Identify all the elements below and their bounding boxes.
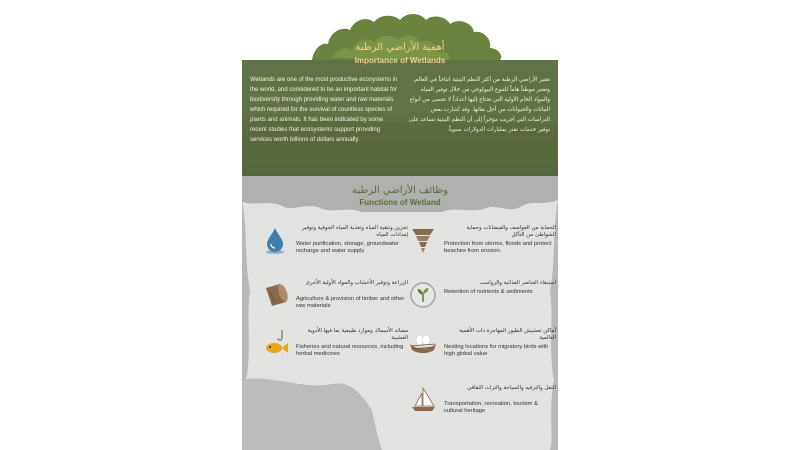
fish-hook-icon — [260, 328, 290, 358]
importance-body-arabic: تعتبر الأراضي الرطبة من أكثر النظم البيئية انتاجاً في العالم، وتعتبر موطناً هاماً للتنوع البيولوجي من خلال توفير المياه والمواد الخام الأولية التي تحتاج إليها أعداداً لا تحصى من أنواع النباتات والحيوانات من أجل بقائها. وقد أشارت بعض الدراسات التي أجريت مؤخراً إلى أن النظم البيئية تساعد على توفير خدمات تقدر بمليارات الدولارات سنوياً. — [408, 77, 550, 133]
sprout-icon — [408, 280, 438, 310]
function-item-nesting — [408, 328, 558, 373]
function-transportation-english: Transportation, recreation, tourism & cultural heritage — [444, 401, 538, 414]
importance-title: Importance of Wetlands — [354, 56, 446, 65]
function-protection-english: Protection from storms, floods and protect beaches from erosion. — [444, 241, 552, 254]
function-item-nutrients — [408, 280, 558, 325]
function-water-english: Water purification, storage, groundwater recharge and water supply — [296, 241, 399, 254]
function-item-agriculture — [260, 280, 410, 325]
function-item-protection — [408, 225, 558, 270]
function-nesting-english: Nesting locations for migratory birds with high global value — [444, 344, 549, 357]
function-fisheries-english: Fisheries and natural resources, including herbal medicines — [296, 344, 404, 357]
function-nutrients-arabic: استبقاء العناصر الغذائية والرواسب — [479, 280, 556, 286]
function-item-water — [260, 225, 410, 270]
importance-body-english: Wetlands are one of the most productive ecosystems in the world, and considered to be an important habitat for biodiversity through providing water and raw materials which required for the survival of countless species of plants and animals. It has been indicated by some recent studies that ecosystems support providing services worth billions of dollars annually. — [250, 77, 398, 143]
wetlands-infographic — [242, 0, 558, 450]
timber-log-icon — [260, 280, 290, 310]
function-nesting-arabic: أماكن تعشيش الطيور المهاجرة ذات الأهمية العالمية — [459, 328, 556, 341]
sailboat-icon — [408, 385, 438, 415]
bird-nest-icon — [408, 328, 438, 358]
function-agriculture-arabic: الزراعة وتوفير الأخشاب والمواد الأولية الأخرى — [305, 280, 408, 286]
function-item-transportation — [408, 385, 558, 430]
functions-title-arabic: وظائف الأراضي الرطبة — [352, 185, 448, 196]
function-transportation-arabic: النقل والترفيه والسياحة والتراث الثقافي — [466, 385, 556, 391]
functions-title: Functions of Wetland — [359, 198, 441, 207]
function-agriculture-english: Agriculture & provision of timber and other raw materials — [296, 296, 405, 309]
function-nutrients-english: Retention of nutrients & sediments — [444, 289, 533, 295]
function-protection-arabic: الحماية من العواصف والفيضانات وحماية الشواطئ من التآكل — [466, 225, 556, 238]
function-water-arabic: تخزين وتنقية المياه وتغذية المياه الجوفية وتوفير إمدادات المياه — [301, 225, 408, 238]
function-item-fisheries — [260, 328, 410, 373]
importance-title-arabic: أهمية الأراضي الرطبة — [355, 42, 445, 53]
tornado-icon — [408, 225, 438, 255]
water-drop-icon — [260, 225, 290, 255]
function-fisheries-arabic: مصائد الأسماك وموارد طبيعية بما فيها الأدوية العشبية — [307, 328, 408, 341]
